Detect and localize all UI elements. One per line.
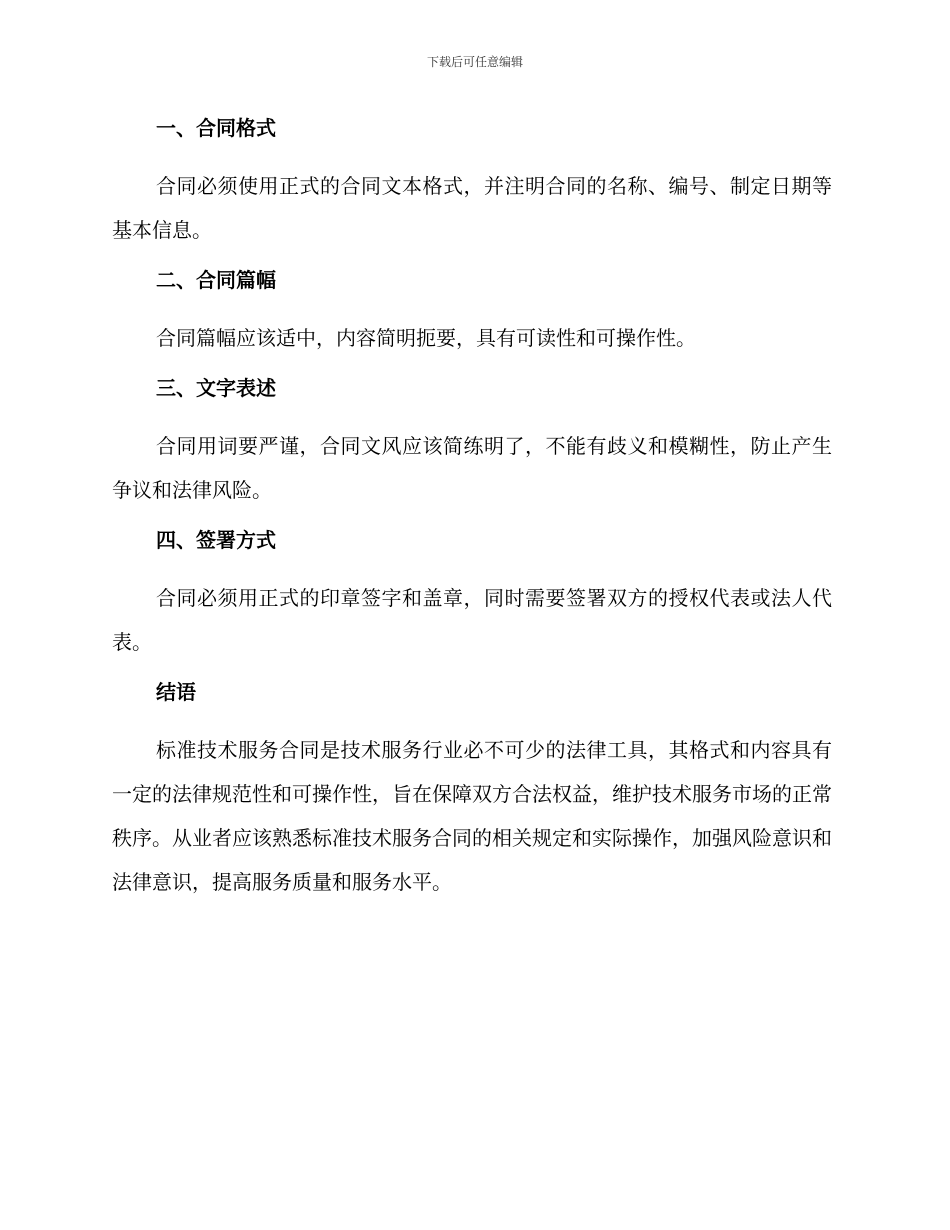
section-text-conclusion: 标准技术服务合同是技术服务行业必不可少的法律工具，其格式和内容具有一定的法律规范性和可操作性，旨在保障双方合法权益，维护技术服务市场的正常秩序。从业者应该熟悉标准技术服务合同的相关规定和实际操作，加强风险意识和法律意识，提高服务质量和服务水平。 (112, 738, 832, 894)
section-text-format: 合同必须使用正式的合同文本格式，并注明合同的名称、编号、制定日期等基本信息。 (112, 174, 832, 242)
section-heading-length: 二、合同篇幅 (156, 268, 276, 292)
section-heading-signing: 四、签署方式 (156, 528, 276, 552)
section-heading-format: 一、合同格式 (156, 116, 276, 140)
section-heading-wording: 三、文字表述 (156, 376, 276, 400)
header-note: 下载后可任意编辑 (426, 55, 523, 69)
section-text-signing: 合同必须用正式的印章签字和盖章，同时需要签署双方的授权代表或法人代表。 (112, 586, 832, 654)
document-body (112, 110, 832, 904)
section-text-length: 合同篇幅应该适中，内容简明扼要，具有可读性和可操作性。 (156, 326, 696, 350)
section-text-wording: 合同用词要严谨，合同文风应该简练明了，不能有歧义和模糊性，防止产生争议和法律风险。 (112, 434, 832, 502)
section-heading-conclusion: 结语 (156, 680, 196, 704)
